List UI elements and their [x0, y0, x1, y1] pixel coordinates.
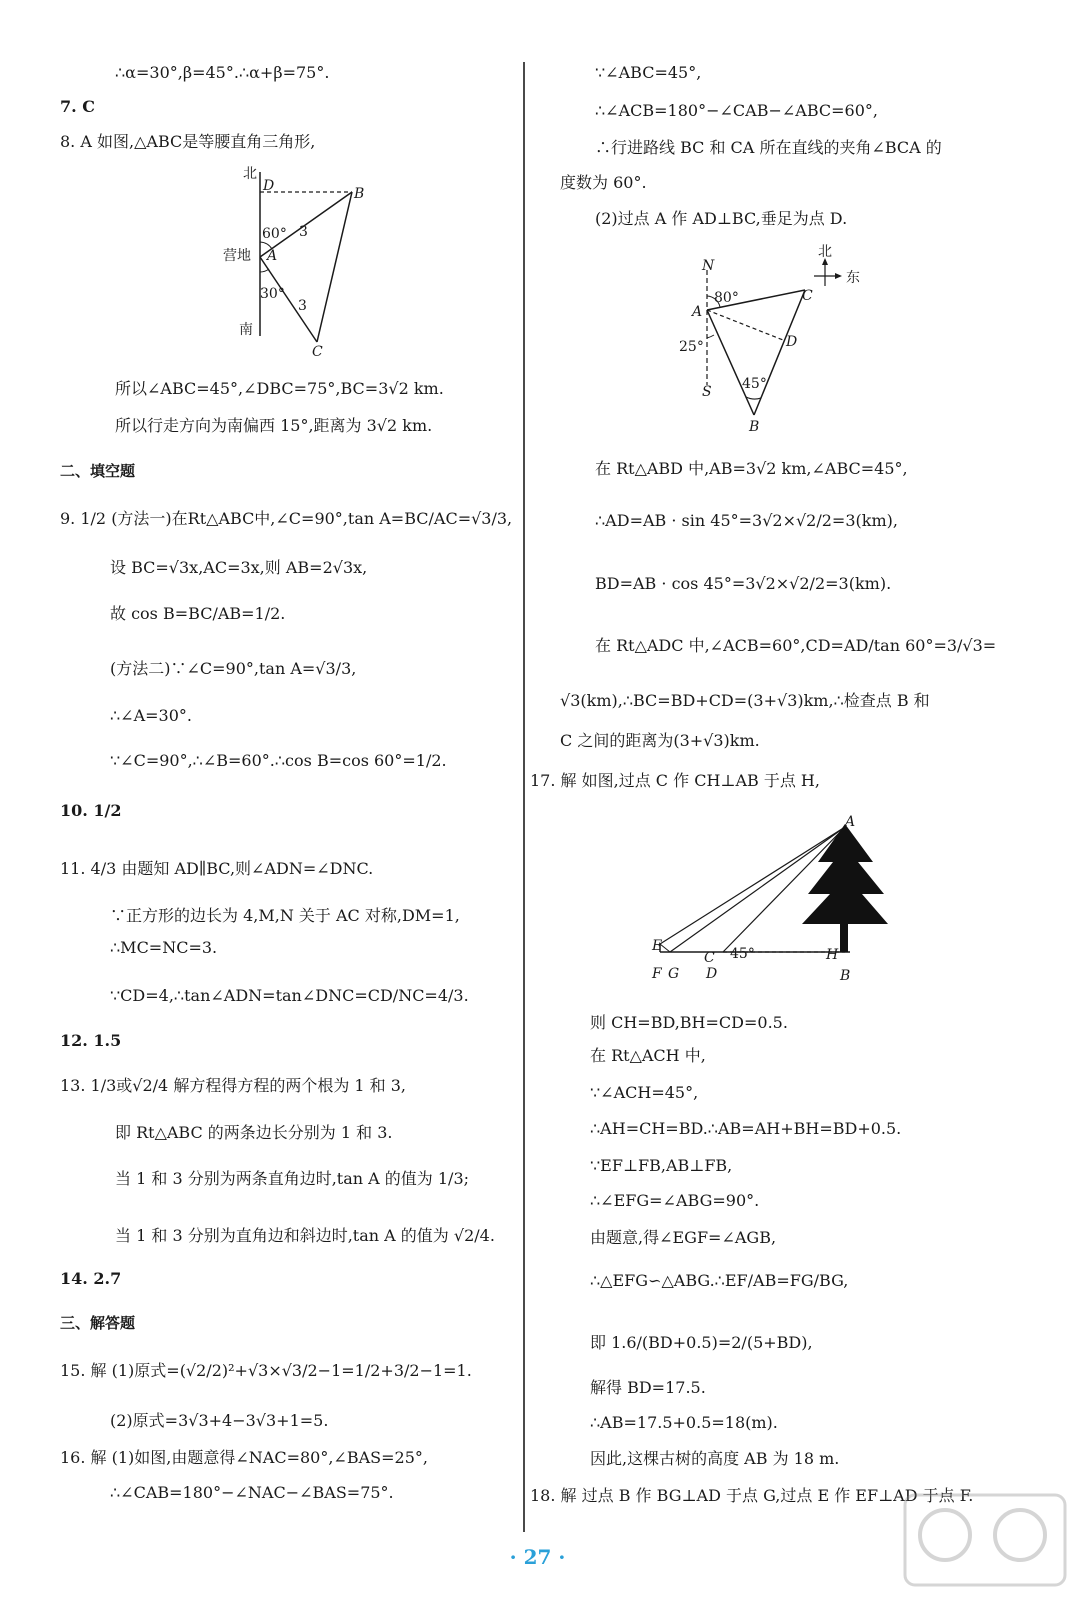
angle-60-label: 60°: [262, 226, 287, 242]
angle-25-label: 25°: [679, 339, 704, 355]
text-line: ∵∠ACH=45°,: [590, 1083, 699, 1102]
text-line: (2)原式=3√3+4−3√3+1=5.: [110, 1411, 329, 1430]
text-line: ∴MC=NC=3.: [110, 938, 218, 957]
text-line: ∴∠A=30°.: [110, 706, 192, 725]
text-line: 因此,这棵古树的高度 AB 为 18 m.: [590, 1449, 840, 1468]
point-D-label: D: [786, 334, 798, 350]
point-B-label: B: [840, 968, 851, 984]
text-line: 故 cos B=BC/AB=1/2.: [110, 604, 286, 623]
text-line: 解得 BD=17.5.: [590, 1378, 706, 1397]
compass-east-label: 东: [846, 270, 860, 286]
text-line: ∴∠EFG=∠ABG=90°.: [590, 1191, 760, 1210]
answer-9: 9. 1/2 (方法一)在Rt△ABC中,∠C=90°,tan A=BC/AC=√3/3,: [60, 509, 513, 528]
text-line: ∵CD=4,∴tan∠ADN=tan∠DNC=CD/NC=4/3.: [110, 986, 469, 1005]
point-N-label: N: [702, 258, 715, 274]
point-E-label: E: [652, 938, 663, 954]
text-line: 所以∠ABC=45°,∠DBC=75°,BC=3√2 km.: [115, 379, 444, 398]
figure-camp-direction: [215, 160, 375, 360]
point-F-label: F: [652, 966, 662, 982]
answer-12: 12. 1.5: [60, 1031, 122, 1050]
point-H-label: H: [826, 947, 839, 963]
south-label: 南: [239, 322, 253, 338]
camp-label: 营地: [223, 248, 251, 264]
text-line: ∵∠ABC=45°,: [595, 63, 702, 82]
text-line: 在 Rt△ACH 中,: [590, 1046, 706, 1065]
text-line: 在 Rt△ABD 中,AB=3√2 km,∠ABC=45°,: [595, 459, 908, 478]
text-line: 设 BC=√3x,AC=3x,则 AB=2√3x,: [110, 558, 368, 577]
answer-11: 11. 4/3 由题知 AD∥BC,则∠ADN=∠DNC.: [60, 859, 374, 878]
point-C-label: C: [704, 950, 715, 966]
point-B-label: B: [354, 186, 365, 202]
answer-7: 7. C: [60, 97, 96, 116]
text-line: ∵EF⊥FB,AB⊥FB,: [590, 1156, 733, 1175]
text-line: 所以行走方向为南偏西 15°,距离为 3√2 km.: [115, 416, 433, 435]
point-C-label: C: [802, 288, 813, 304]
column-divider: [523, 62, 525, 1532]
answer-14: 14. 2.7: [60, 1269, 122, 1288]
text-line: ∵正方形的边长为 4,M,N 关于 AC 对称,DM=1,: [110, 906, 460, 925]
point-C-label: C: [312, 344, 323, 360]
point-A-label: A: [692, 304, 703, 320]
text-line: (2)过点 A 作 AD⊥BC,垂足为点 D.: [595, 209, 848, 228]
point-D-label: D: [263, 178, 275, 194]
angle-30-label: 30°: [260, 286, 285, 302]
point-G-label: G: [668, 966, 680, 982]
text-line: ∴AH=CH=BD.∴AB=AH+BH=BD+0.5.: [590, 1119, 902, 1138]
text-line: 由题意,得∠EGF=∠AGB,: [590, 1228, 777, 1247]
section-title-solve: 三、解答题: [60, 1314, 136, 1332]
angle-45-label: 45°: [742, 376, 767, 392]
point-A-label: A: [845, 814, 856, 830]
point-A-label: A: [267, 248, 278, 264]
point-S-label: S: [702, 384, 712, 400]
answer-8: 8. A 如图,△ABC是等腰直角三角形,: [60, 132, 316, 151]
text-line: ∵∠C=90°,∴∠B=60°.∴cos B=cos 60°=1/2.: [110, 751, 447, 770]
compass-north-label: 北: [818, 244, 832, 260]
text-line: 即 Rt△ABC 的两条边长分别为 1 和 3.: [115, 1123, 393, 1142]
answer-13: 13. 1/3或√2/4 解方程得方程的两个根为 1 和 3,: [60, 1076, 407, 1095]
text-line: 度数为 60°.: [560, 173, 647, 192]
text-line: 即 1.6/(BD+0.5)=2/(5+BD),: [590, 1333, 813, 1352]
answer-16: 16. 解 (1)如图,由题意得∠NAC=80°,∠BAS=25°,: [60, 1448, 428, 1467]
text-line: 在 Rt△ADC 中,∠ACB=60°,CD=AD/tan 60°=3/√3=: [595, 636, 997, 655]
figure-route-map: [670, 240, 870, 435]
length-AB-label: 3: [299, 224, 308, 240]
watermark-logo: [900, 1490, 1070, 1590]
text-line: ∴行进路线 BC 和 CA 所在直线的夹角∠BCA 的: [595, 138, 942, 157]
text-line: √3(km),∴BC=BD+CD=(3+√3)km,∴检查点 B 和: [560, 691, 930, 710]
text-line: ∴△EFG∽△ABG.∴EF/AB=FG/BG,: [590, 1271, 849, 1290]
point-B-label: B: [749, 419, 760, 435]
answer-10: 10. 1/2: [60, 801, 122, 820]
answer-18: 18. 解 过点 B 作 BG⊥AD 于点 G,过点 E 作 EF⊥AD 于点 F.: [530, 1486, 974, 1505]
page-number: · 27 ·: [509, 1545, 566, 1569]
text-line: ∴AB=17.5+0.5=18(m).: [590, 1413, 778, 1432]
text-line: ∴AD=AB · sin 45°=3√2×√2/2=3(km),: [595, 511, 898, 530]
length-AC-label: 3: [298, 298, 307, 314]
answer-17: 17. 解 如图,过点 C 作 CH⊥AB 于点 H,: [530, 771, 820, 790]
answer-15: 15. 解 (1)原式=(√2/2)²+√3×√3/2−1=1/2+3/2−1=1.: [60, 1361, 472, 1380]
north-label: 北: [243, 166, 257, 182]
angle-45-label: 45°: [730, 946, 755, 962]
text-line: BD=AB · cos 45°=3√2×√2/2=3(km).: [595, 574, 892, 593]
text-line: 当 1 和 3 分别为两条直角边时,tan A 的值为 1/3;: [115, 1169, 470, 1188]
text-line: 则 CH=BD,BH=CD=0.5.: [590, 1013, 788, 1032]
text-line: 当 1 和 3 分别为直角边和斜边时,tan A 的值为 √2/4.: [115, 1226, 495, 1245]
text-line: ∴∠ACB=180°−∠CAB−∠ABC=60°,: [595, 101, 878, 120]
figure-tree-height: [640, 812, 890, 992]
text-line: ∴∠CAB=180°−∠NAC−∠BAS=75°.: [110, 1483, 394, 1502]
section-title-fill-blank: 二、填空题: [60, 462, 136, 480]
text-line: ∴α=30°,β=45°.∴α+β=75°.: [115, 63, 330, 82]
text-line: (方法二)∵∠C=90°,tan A=√3/3,: [110, 659, 357, 678]
text-line: C 之间的距离为(3+√3)km.: [560, 731, 760, 750]
angle-80-label: 80°: [714, 290, 739, 306]
point-D-label: D: [706, 966, 718, 982]
